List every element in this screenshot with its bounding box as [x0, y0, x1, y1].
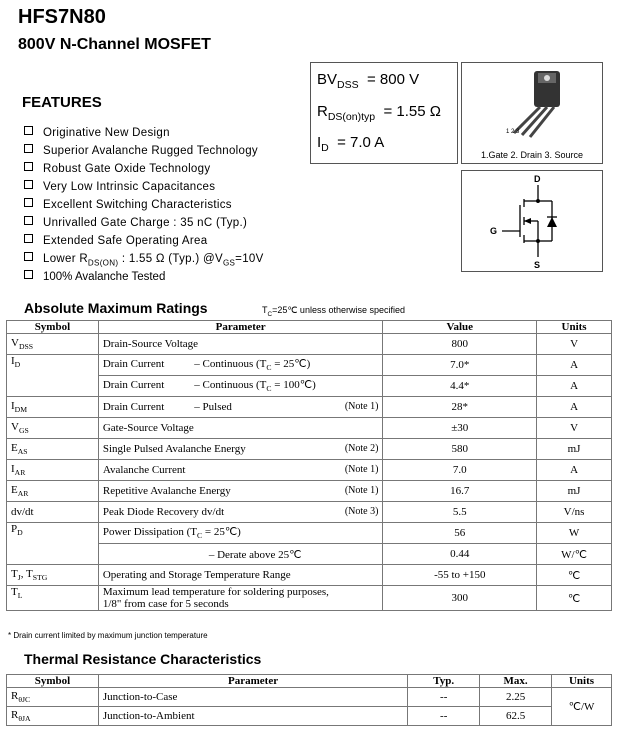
units-cell: A: [537, 376, 612, 397]
svg-text:D: D: [534, 174, 541, 184]
units-cell: A: [537, 397, 612, 418]
feature-item: Lower $R_{DS(ON)}$ : 1.55 Ω (Typ.) $@V_{GS}=10V$: [24, 252, 264, 267]
feature-item: Very Low Intrinsic Capacitances: [24, 180, 215, 193]
column-header-units: Units: [552, 675, 612, 688]
value-cell: 28*: [383, 397, 537, 418]
parameter-condition: – Continuous ($T_C$ = 100℃): [194, 379, 316, 394]
features-heading: FEATURES: [22, 94, 102, 111]
table-row: [7, 502, 612, 523]
checkbox-bullet-icon: [24, 126, 33, 135]
thermal-resistance-table: [6, 674, 612, 726]
parameter-text: Drain-Source Voltage: [102, 338, 199, 350]
column-header-max: Max.: [480, 675, 552, 688]
spec-id: $I_D = 7.0$ A: [317, 134, 385, 154]
typ-cell: --: [408, 707, 480, 726]
feature-item: Originative New Design: [24, 126, 170, 139]
feature-item: Robust Gate Oxide Technology: [24, 162, 210, 175]
table-row: [7, 439, 612, 460]
parameter-text: Gate-Source Voltage: [102, 422, 194, 434]
units-cell: ℃: [537, 565, 612, 586]
symbol-cell: $I_D$: [7, 355, 99, 397]
symbol-cell: $E_{AR}$: [7, 481, 99, 502]
parameter-text: Peak Diode Recovery dv/dt: [102, 506, 225, 518]
part-subtitle: 800V N-Channel MOSFET: [18, 36, 211, 53]
value-cell: 300: [383, 586, 537, 611]
mosfet-symbol-box: [461, 170, 603, 272]
checkbox-bullet-icon: [24, 216, 33, 225]
parameter-text: Power Dissipation ($T_C$ = 25℃): [102, 526, 241, 541]
n-channel-mosfet-symbol-icon: [462, 171, 602, 271]
table-row: [7, 565, 612, 586]
parameter-cell: [98, 334, 383, 355]
parameter-text: Drain Current: [102, 379, 165, 392]
parameter-text: Drain Current: [102, 401, 165, 413]
units-cell: W/℃: [537, 544, 612, 565]
symbol-cell: $T_J$, $T_{STG}$: [7, 565, 99, 586]
abs-max-condition: $T_C=25℃$ unless otherwise specified: [262, 305, 405, 318]
table-row: [7, 586, 612, 611]
note-reference: (Note 1): [344, 464, 379, 475]
units-cell: A: [537, 355, 612, 376]
table-row: [7, 707, 612, 726]
units-cell: ℃/W: [552, 688, 612, 726]
note-reference: (Note 3): [344, 506, 379, 517]
parameter-text: Operating and Storage Temperature Range: [102, 569, 291, 581]
feature-item: 100% Avalanche Tested: [24, 270, 165, 283]
table-row: [7, 523, 612, 544]
parameter-cell: [98, 355, 383, 376]
parameter-cell: [98, 439, 383, 460]
parameter-cell: [98, 544, 383, 565]
checkbox-bullet-icon: [24, 162, 33, 171]
parameter-cell: [98, 481, 383, 502]
parameter-cell: [98, 502, 383, 523]
table-header-row: [7, 675, 612, 688]
units-cell: W: [537, 523, 612, 544]
column-header-parameter: Parameter: [98, 675, 407, 688]
typ-cell: --: [408, 688, 480, 707]
parameter-cell: [98, 523, 383, 544]
column-header-value: Value: [383, 321, 537, 334]
note-reference: (Note 2): [344, 443, 379, 454]
checkbox-bullet-icon: [24, 270, 33, 279]
svg-text:G: G: [490, 226, 498, 236]
package-image-box: [461, 62, 603, 164]
table-row: [7, 418, 612, 439]
column-header-symbol: Symbol: [7, 675, 99, 688]
parameter-condition: – Pulsed: [194, 401, 232, 413]
symbol-cell: $R_{\theta JC}$: [7, 688, 99, 707]
key-spec-box: [310, 62, 458, 164]
parameter-text-line2: 1/8" from case for 5 seconds: [102, 598, 229, 610]
checkbox-bullet-icon: [24, 180, 33, 189]
parameter-text: Single Pulsed Avalanche Energy: [102, 443, 246, 455]
max-cell: 2.25: [480, 688, 552, 707]
table-row: [7, 397, 612, 418]
checkbox-bullet-icon: [24, 198, 33, 207]
value-cell: 7.0*: [383, 355, 537, 376]
value-cell: 4.4*: [383, 376, 537, 397]
checkbox-bullet-icon: [24, 144, 33, 153]
parameter-cell: Junction-to-Case: [98, 688, 407, 707]
parameter-text: – Derate above 25℃: [208, 548, 302, 561]
symbol-cell: $I_{AR}$: [7, 460, 99, 481]
units-cell: V/ns: [537, 502, 612, 523]
symbol-cell: $T_L$: [7, 586, 99, 611]
value-cell: 0.44: [383, 544, 537, 565]
parameter-condition: – Continuous ($T_C$ = 25℃): [194, 358, 311, 373]
parameter-text: Avalanche Current: [102, 464, 186, 476]
column-header-units: Units: [537, 321, 612, 334]
svg-text:S: S: [534, 260, 541, 270]
part-number-title: HFS7N80: [18, 6, 106, 28]
parameter-cell: [98, 460, 383, 481]
thermal-heading: Thermal Resistance Characteristics: [24, 651, 262, 667]
value-cell: -55 to +150: [383, 565, 537, 586]
spec-rds-on: $R_{DS(on)typ} = 1.55$ Ω: [317, 103, 441, 123]
value-cell: ±30: [383, 418, 537, 439]
note-reference: (Note 1): [344, 485, 379, 496]
parameter-cell: [98, 397, 383, 418]
max-cell: 62.5: [480, 707, 552, 726]
parameter-cell: [98, 565, 383, 586]
pinout-caption: 1.Gate 2. Drain 3. Source: [480, 150, 584, 160]
table-row: [7, 334, 612, 355]
to220f-package-icon: [462, 63, 602, 147]
symbol-cell: $R_{\theta JA}$: [7, 707, 99, 726]
units-cell: mJ: [537, 439, 612, 460]
value-cell: 800: [383, 334, 537, 355]
value-cell: 56: [383, 523, 537, 544]
parameter-text: Maximum lead temperature for soldering purposes,: [102, 586, 329, 598]
column-header-typ: Typ.: [408, 675, 480, 688]
feature-item: Extended Safe Operating Area: [24, 234, 207, 247]
abs-max-ratings-table: [6, 320, 612, 611]
value-cell: 16.7: [383, 481, 537, 502]
units-cell: V: [537, 334, 612, 355]
checkbox-bullet-icon: [24, 234, 33, 243]
units-cell: V: [537, 418, 612, 439]
symbol-cell: $V_{DSS}$: [7, 334, 99, 355]
checkbox-bullet-icon: [24, 252, 33, 261]
svg-text:1 2 3: 1 2 3: [506, 129, 520, 135]
parameter-cell: [98, 418, 383, 439]
spec-bvdss: $BV_{DSS} = 800$ V: [317, 71, 420, 91]
parameter-cell: Junction-to-Ambient: [98, 707, 407, 726]
symbol-cell: $V_{GS}$: [7, 418, 99, 439]
symbol-cell: $I_{DM}$: [7, 397, 99, 418]
abs-max-ratings-heading: Absolute Maximum Ratings: [24, 300, 208, 316]
table-row: [7, 460, 612, 481]
table-row: [7, 688, 612, 707]
table-row: [7, 481, 612, 502]
feature-item: Superior Avalanche Rugged Technology: [24, 144, 258, 157]
parameter-cell: [98, 586, 383, 611]
abs-max-ratings-body: [7, 334, 612, 611]
parameter-cell: [98, 376, 383, 397]
parameter-text: Repetitive Avalanche Energy: [102, 485, 231, 497]
symbol-cell: dv/dt: [7, 502, 99, 523]
value-cell: 5.5: [383, 502, 537, 523]
units-cell: A: [537, 460, 612, 481]
footnote: * Drain current limited by maximum junction temperature: [8, 631, 208, 640]
table-row: [7, 355, 612, 376]
feature-item: Excellent Switching Characteristics: [24, 198, 232, 211]
parameter-text: Drain Current: [102, 358, 165, 371]
column-header-parameter: Parameter: [98, 321, 383, 334]
column-header-symbol: Symbol: [7, 321, 99, 334]
feature-item: Unrivalled Gate Charge : 35 nC (Typ.): [24, 216, 247, 229]
units-cell: ℃: [537, 586, 612, 611]
table-header-row: [7, 321, 612, 334]
value-cell: 580: [383, 439, 537, 460]
value-cell: 7.0: [383, 460, 537, 481]
symbol-cell: $E_{AS}$: [7, 439, 99, 460]
note-reference: (Note 1): [344, 401, 379, 412]
symbol-cell: $P_D$: [7, 523, 99, 565]
units-cell: mJ: [537, 481, 612, 502]
